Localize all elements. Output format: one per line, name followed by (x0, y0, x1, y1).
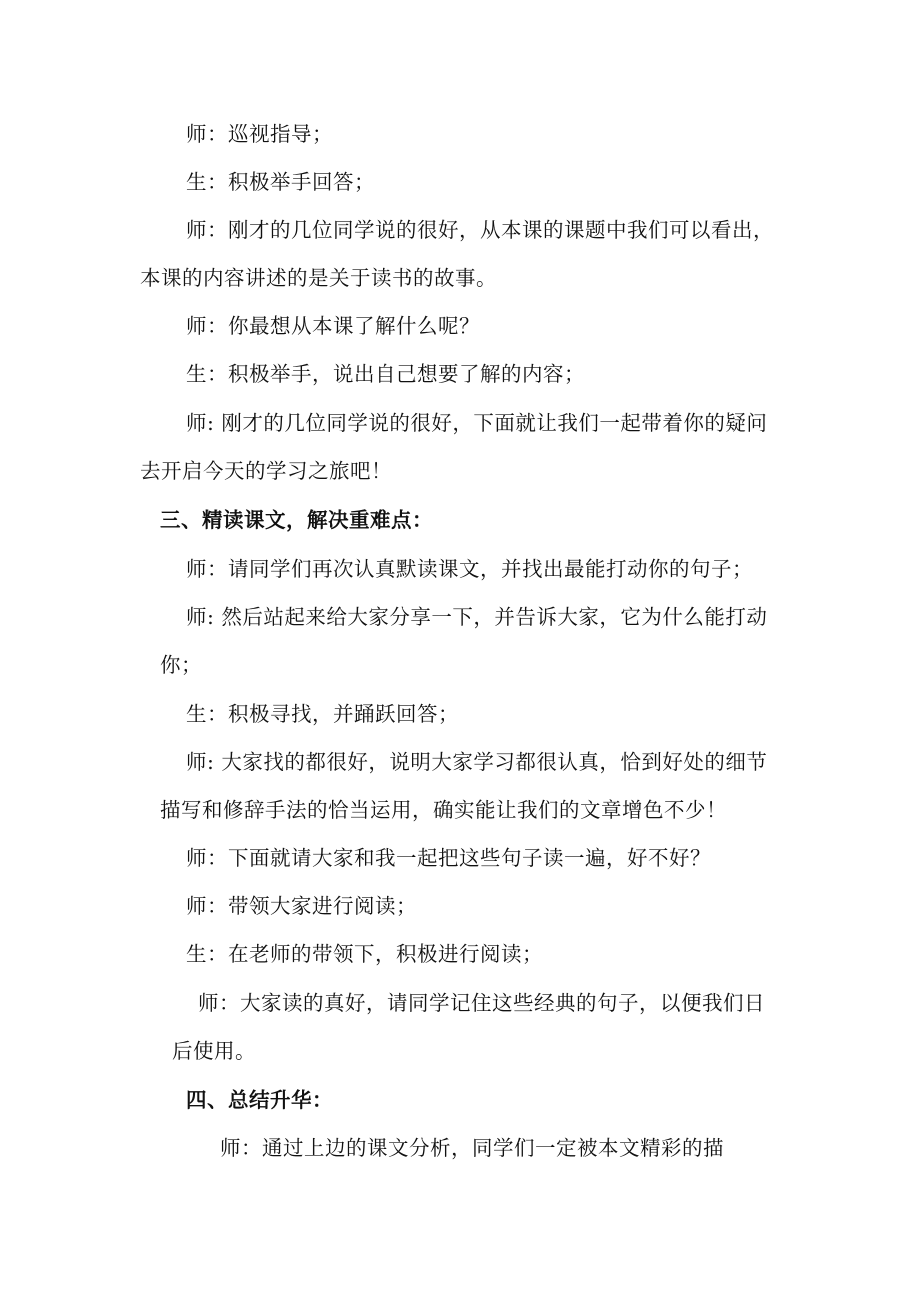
paragraph-line: 师: 大家找的都很好，说明大家学习都很认真，恰到好处的细节 (186, 750, 768, 774)
paragraph-line: 去开启今天的学习之旅吧！ (140, 459, 392, 483)
paragraph-line: 生：积极举手回答； (186, 170, 375, 194)
paragraph-line: 师: 刚才的几位同学说的很好，下面就让我们一起带着你的疑问 (186, 411, 768, 435)
paragraph-line: 师：巡视指导； (186, 122, 333, 146)
paragraph-line: 本课的内容讲述的是关于读书的故事。 (140, 266, 497, 290)
paragraph-line: 师: 然后站起来给大家分享一下，并告诉大家，它为什么能打动 (186, 605, 768, 629)
paragraph-line: 师：请同学们再次认真默读课文，并找出最能打动你的句子； (186, 557, 753, 581)
paragraph-line: 你； (160, 653, 202, 677)
paragraph-line: 描写和修辞手法的恰当运用，确实能让我们的文章增色不少！ (160, 798, 727, 822)
paragraph-line: 师：刚才的几位同学说的很好，从本课的课题中我们可以看出， (186, 218, 774, 242)
section-heading: 四、总结升华： (186, 1088, 333, 1112)
paragraph-line: 生：积极举手，说出自己想要了解的内容； (186, 362, 585, 386)
paragraph-line: 后使用。 (172, 1039, 256, 1063)
paragraph-line: 生：积极寻找，并踊跃回答； (186, 702, 459, 726)
paragraph-line: 师：下面就请大家和我一起把这些句子读一遍，好不好？ (186, 846, 711, 870)
paragraph-line: 师：大家读的真好，请同学记住这些经典的句子，以便我们日 (198, 991, 765, 1015)
paragraph-line: 师：你最想从本课了解什么呢？ (186, 314, 480, 338)
paragraph-line: 生：在老师的带领下，积极进行阅读； (186, 942, 543, 966)
paragraph-line: 师：带领大家进行阅读； (186, 894, 417, 918)
paragraph-line: 师：通过上边的课文分析，同学们一定被本文精彩的描 (220, 1136, 724, 1160)
section-heading: 三、精读课文，解决重难点： (160, 508, 433, 532)
